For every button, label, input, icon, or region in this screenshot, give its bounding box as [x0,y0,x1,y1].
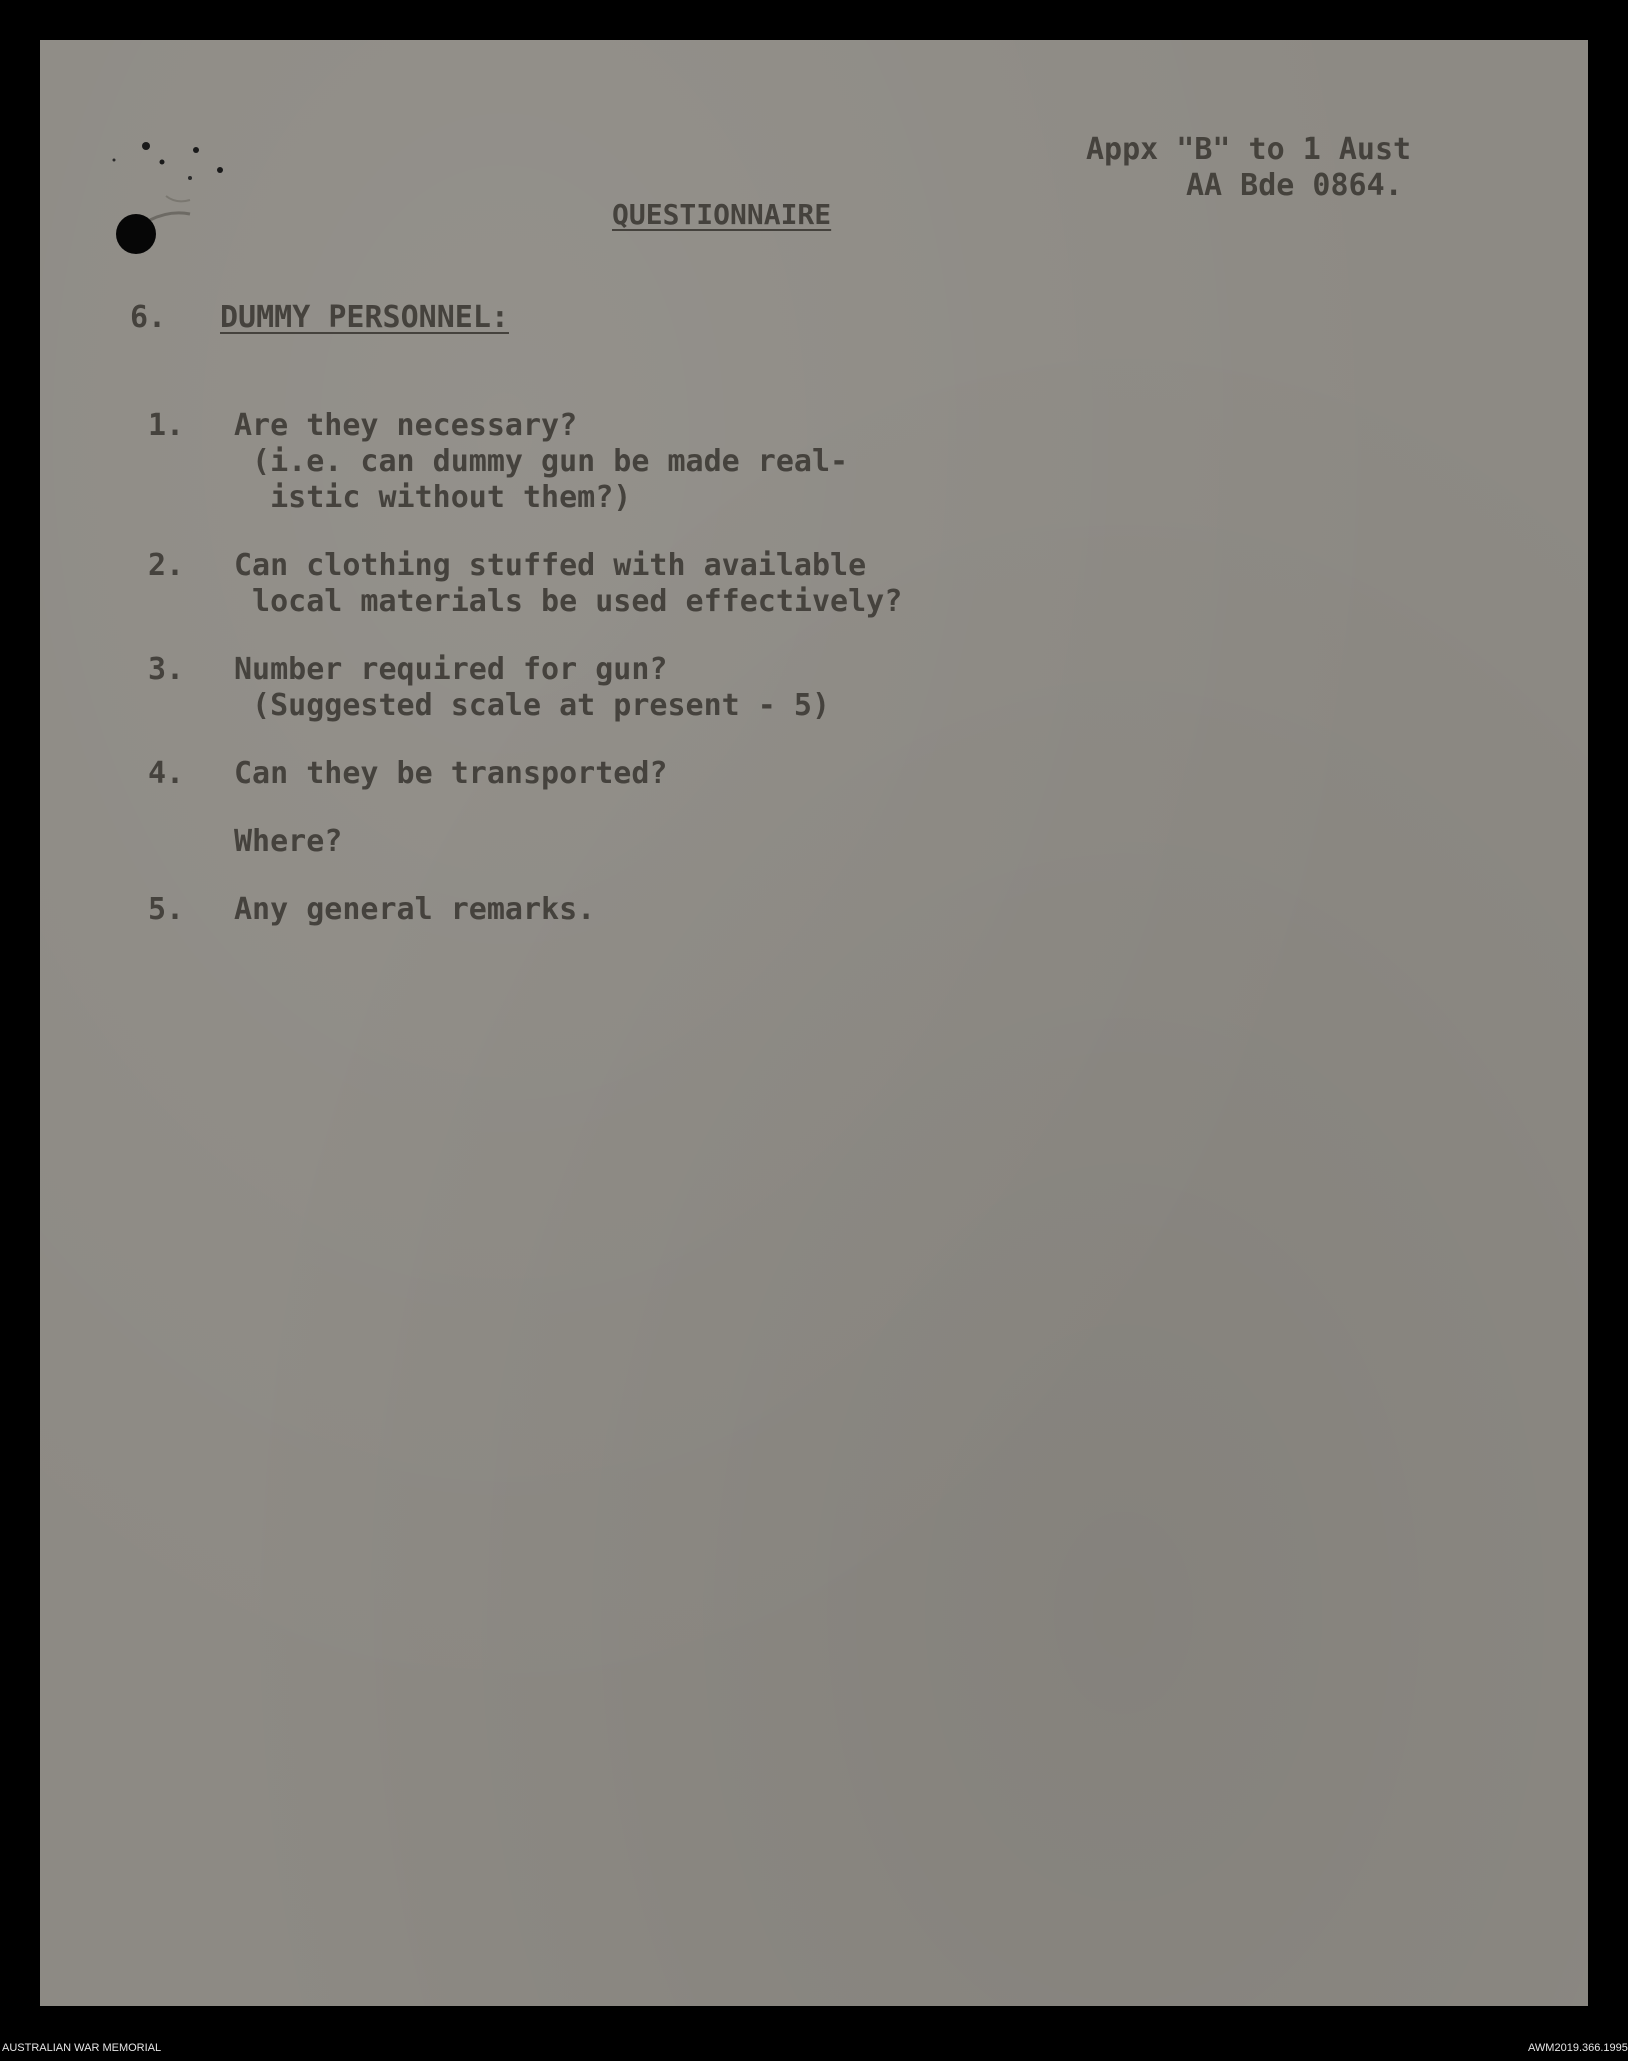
footer-right-text: AWM2019.366.1995 [1528,2042,1628,2054]
question-5-line-1: Any general remarks. [234,892,596,927]
question-3-line-2: (Suggested scale at present - 5) [234,688,831,723]
question-1-number: 1. [148,408,185,443]
question-3-number: 3. [148,652,185,687]
question-2-line-2: local materials be used effectively? [234,584,903,619]
question-2-line-1: Can clothing stuffed with available [234,548,867,583]
reference-line-1: Appx "B" to 1 Aust [1086,132,1412,167]
question-1-line-2: (i.e. can dummy gun be made real- [234,444,849,479]
question-1-line-3: istic without them?) [234,480,632,515]
footer-left-text: AUSTRALIAN WAR MEMORIAL [2,2042,162,2054]
question-5-number: 5. [148,892,185,927]
reference-line-2: AA Bde 0864. [1186,168,1403,203]
section-heading: DUMMY PERSONNEL: [220,300,509,335]
question-1-line-1: Are they necessary? [234,408,578,443]
punch-hole [116,214,156,254]
question-2-number: 2. [148,548,185,583]
question-where-line: Where? [234,824,343,859]
section-number: 6. [130,300,167,335]
document-title: QUESTIONNAIRE [612,198,832,231]
paper-damage-marks [80,100,280,260]
document-page [40,40,1588,2006]
question-4-line-1: Can they be transported? [234,756,668,791]
question-3-line-1: Number required for gun? [234,652,668,687]
question-4-number: 4. [148,756,185,791]
